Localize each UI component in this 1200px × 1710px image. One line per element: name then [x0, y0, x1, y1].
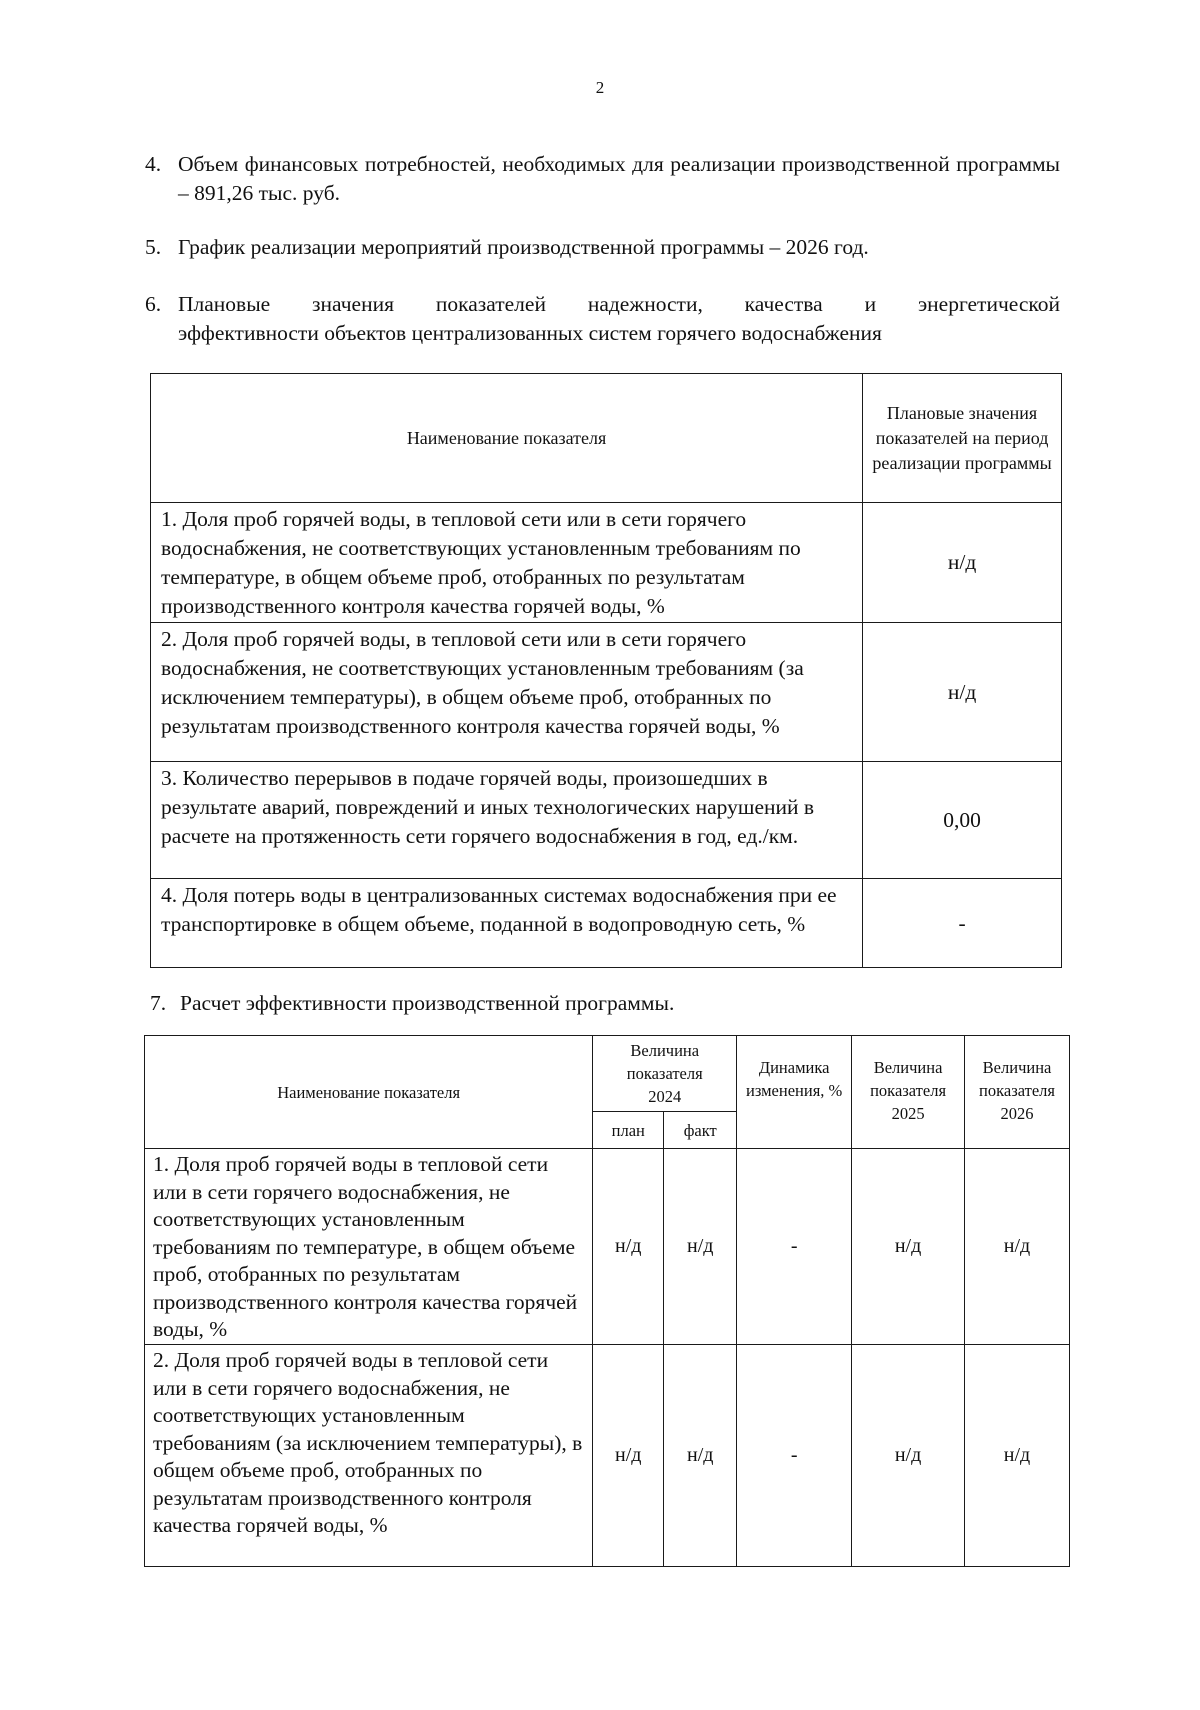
list-item-number: 6.	[145, 292, 162, 316]
header-fact: факт	[664, 1112, 737, 1149]
reliability-indicators-table	[150, 373, 1062, 968]
indicator-name: 4. Доля потерь воды в централизованных системах водоснабжения при ее транспортировке в общем объеме, поданной в водопроводную сеть, %	[151, 879, 863, 968]
value-plan: н/д	[593, 1149, 664, 1345]
value-plan: н/д	[593, 1345, 664, 1567]
list-item-6	[145, 290, 1060, 348]
header-value-2026: Величина показателя 2026	[965, 1036, 1070, 1149]
list-item-text: График реализации мероприятий производственной программы – 2026 год.	[178, 235, 869, 259]
list-item-number: 5.	[145, 235, 162, 259]
table-header-row	[151, 374, 1062, 503]
value-2025: н/д	[852, 1345, 965, 1567]
table-row	[151, 762, 1062, 879]
list-item-5	[145, 233, 1060, 262]
table-row	[145, 1345, 1070, 1567]
header-value-2024: Величина показателя 2024	[593, 1036, 737, 1112]
indicator-name: 2. Доля проб горячей воды, в тепловой сети или в сети горячего водоснабжения, не соответствующих установленным требованиям (за исключением температуры), в общем объеме проб, отобранных по результатам производственного контроля качества горячей воды, %	[151, 623, 863, 762]
list-item-4	[145, 150, 1060, 208]
list-item-7	[150, 989, 1065, 1018]
header-dynamics: Динамика изменения, %	[737, 1036, 852, 1149]
page-number: 2	[595, 78, 605, 97]
list-item-number: 7.	[150, 991, 167, 1015]
list-item-text: Объем финансовых потребностей, необходимых для реализации производственной программы – 891,26 тыс. руб.	[178, 152, 1060, 205]
header-planned-values: Плановые значения показателей на период реализации программы	[863, 374, 1062, 503]
indicator-name: 1. Доля проб горячей воды, в тепловой сети или в сети горячего водоснабжения, не соответствующих установленным требованиям по температуре, в общем объеме проб, отобранных по результатам производственного контроля качества горячей воды, %	[151, 503, 863, 623]
value-2026: н/д	[965, 1345, 1070, 1567]
header-plan: план	[593, 1112, 664, 1149]
value-fact: н/д	[664, 1345, 737, 1567]
indicator-value: н/д	[863, 503, 1062, 623]
list-item-text: Расчет эффективности производственной программы.	[180, 991, 675, 1015]
table-row	[145, 1149, 1070, 1345]
table-header-row	[145, 1036, 1070, 1112]
indicator-value: -	[863, 879, 1062, 968]
table-row	[151, 503, 1062, 623]
list-item-text-line2: эффективности объектов централизованных систем горячего водоснабжения	[178, 321, 882, 345]
list-item-number: 4.	[145, 152, 162, 176]
value-dynamics: -	[737, 1345, 852, 1567]
table-row	[151, 623, 1062, 762]
indicator-name: 1. Доля проб горячей воды в тепловой сети или в сети горячего водоснабжения, не соответствующих установленным требованиям по температуре, в общем объеме проб, отобранных по результатам производственного контроля качества горячей воды, %	[145, 1149, 593, 1345]
efficiency-calculation-table	[144, 1035, 1070, 1567]
value-dynamics: -	[737, 1149, 852, 1345]
table-row	[151, 879, 1062, 968]
indicator-value: н/д	[863, 623, 1062, 762]
header-value-2025: Величина показателя 2025	[852, 1036, 965, 1149]
value-2026: н/д	[965, 1149, 1070, 1345]
list-item-text-line1: Плановые значения показателей надежности, качества и энергетической	[178, 292, 1060, 316]
header-indicator-name: Наименование показателя	[151, 374, 863, 503]
indicator-name: 3. Количество перерывов в подаче горячей воды, произошедших в результате аварий, повреждений и иных технологических нарушений в расчете на протяженность сети горячего водоснабжения в год, ед./км.	[151, 762, 863, 879]
indicator-value: 0,00	[863, 762, 1062, 879]
indicator-name: 2. Доля проб горячей воды в тепловой сети или в сети горячего водоснабжения, не соответствующих установленным требованиям (за исключением температуры), в общем объеме проб, отобранных по результатам производственного контроля качества горячей воды, %	[145, 1345, 593, 1567]
value-2025: н/д	[852, 1149, 965, 1345]
header-indicator-name: Наименование показателя	[145, 1036, 593, 1149]
value-fact: н/д	[664, 1149, 737, 1345]
